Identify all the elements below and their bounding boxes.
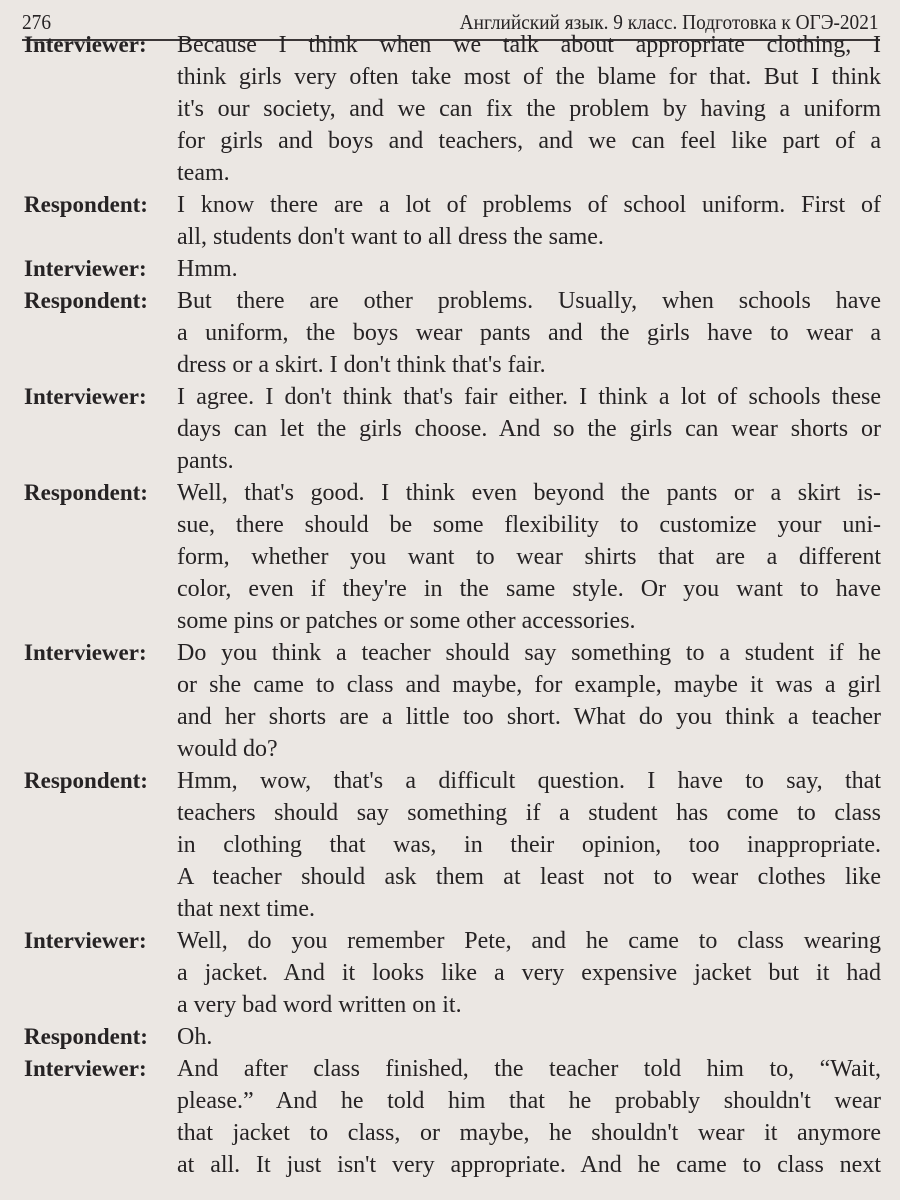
text-line: Oh.: [177, 1024, 213, 1050]
text-line: some pins or patches or some other accessories.: [177, 608, 636, 634]
text-line: teachers should say something if a student has come to class: [177, 800, 881, 826]
speech-text: [177, 925, 881, 1021]
text-line: dress or a skirt. I don't think that's fair.: [177, 352, 546, 378]
speech-text: [177, 381, 881, 477]
dialogue: [24, 29, 882, 1181]
speaker-label: Respondent:: [24, 480, 148, 505]
dialogue-turn: [24, 1021, 882, 1053]
text-line: a uniform, the boys wear pants and the girls have to wear a: [177, 320, 881, 346]
speech-text: [177, 29, 881, 189]
speech-text: [177, 1021, 881, 1053]
text-line: Because I think when we talk about appropriate clothing, I: [177, 32, 881, 58]
dialogue-turn: [24, 29, 882, 189]
text-line: for girls and boys and teachers, and we can feel like part of a: [177, 128, 881, 154]
text-line: But there are other problems. Usually, when schools have: [177, 288, 881, 314]
speaker-label: Respondent:: [24, 288, 148, 313]
text-line: Well, that's good. I think even beyond the pants or a skirt is-: [177, 480, 881, 506]
speech-text: [177, 253, 881, 285]
dialogue-turn: [24, 1053, 882, 1181]
text-line: I know there are a lot of problems of school uniform. First of: [177, 192, 881, 218]
speaker-label: Respondent:: [24, 768, 148, 793]
text-line: it's our society, and we can fix the problem by having a uniform: [177, 96, 881, 122]
text-line: please.” And he told him that he probably shouldn't wear: [177, 1088, 881, 1114]
text-line: Well, do you remember Pete, and he came to class wearing: [177, 928, 881, 954]
text-line: team.: [177, 160, 230, 186]
speaker-label: Respondent:: [24, 192, 148, 217]
text-line: at all. It just isn't very appropriate. And he came to class next: [177, 1152, 881, 1178]
speaker-label: Interviewer:: [24, 928, 147, 953]
speaker-label: Interviewer:: [24, 1056, 147, 1081]
text-line: form, whether you want to wear shirts that are a different: [177, 544, 881, 570]
text-line: think girls very often take most of the blame for that. But I think: [177, 64, 881, 90]
speech-text: [177, 189, 881, 253]
text-line: all, students don't want to all dress the same.: [177, 224, 604, 250]
text-line: sue, there should be some flexibility to customize your uni-: [177, 512, 881, 538]
text-line: color, even if they're in the same style. Or you want to have: [177, 576, 881, 602]
text-line: days can let the girls choose. And so the girls can wear shorts or: [177, 416, 881, 442]
page-number: 276: [22, 10, 51, 34]
text-line: Hmm, wow, that's a difficult question. I have to say, that: [177, 768, 881, 794]
book-title: Английский язык. 9 класс. Подготовка к ОГЭ-2021: [459, 10, 879, 34]
text-line: I agree. I don't think that's fair either. I think a lot of schools these: [177, 384, 881, 410]
text-line: or she came to class and maybe, for example, maybe it was a girl: [177, 672, 881, 698]
dialogue-turn: [24, 285, 882, 381]
dialogue-turn: [24, 253, 882, 285]
speaker-label: Interviewer:: [24, 384, 147, 409]
text-line: Hmm.: [177, 256, 238, 282]
text-line: A teacher should ask them at least not to wear clothes like: [177, 864, 881, 890]
dialogue-turn: [24, 381, 882, 477]
dialogue-turn: [24, 477, 882, 637]
speaker-label: Interviewer:: [24, 32, 147, 57]
text-line: and her shorts are a little too short. What do you think a teacher: [177, 704, 881, 730]
speech-text: [177, 637, 881, 765]
speech-text: [177, 1053, 881, 1181]
text-line: pants.: [177, 448, 234, 474]
text-line: would do?: [177, 736, 278, 762]
text-line: that jacket to class, or maybe, he shouldn't wear it anymore: [177, 1120, 881, 1146]
dialogue-turn: [24, 765, 882, 925]
speech-text: [177, 477, 881, 637]
speech-text: [177, 285, 881, 381]
speaker-label: Respondent:: [24, 1024, 148, 1049]
text-line: that next time.: [177, 896, 315, 922]
dialogue-turn: [24, 637, 882, 765]
text-line: a jacket. And it looks like a very expensive jacket but it had: [177, 960, 881, 986]
text-line: And after class finished, the teacher told him to, “Wait,: [177, 1056, 881, 1082]
speaker-label: Interviewer:: [24, 256, 147, 281]
speech-text: [177, 765, 881, 925]
dialogue-turn: [24, 189, 882, 253]
text-line: Do you think a teacher should say something to a student if he: [177, 640, 881, 666]
speaker-label: Interviewer:: [24, 640, 147, 665]
text-line: in clothing that was, in their opinion, too inappropriate.: [177, 832, 881, 858]
dialogue-turn: [24, 925, 882, 1021]
text-line: a very bad word written on it.: [177, 992, 462, 1018]
